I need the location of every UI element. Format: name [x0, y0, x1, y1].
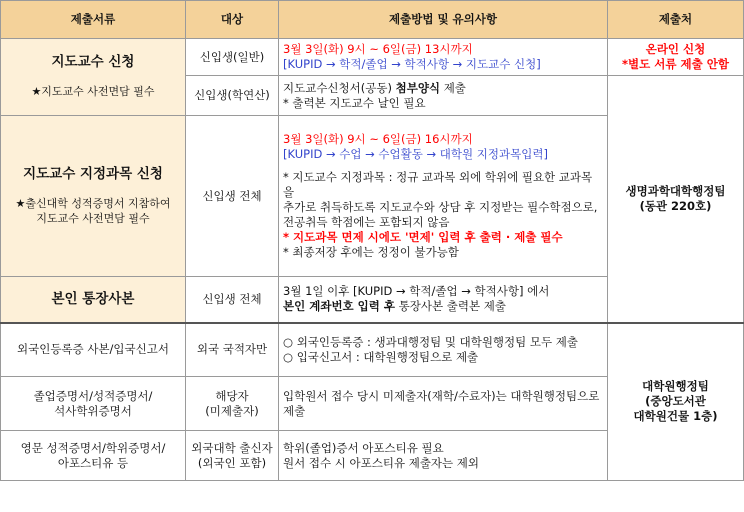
- college-office-destination: [608, 76, 744, 323]
- bankbook-desc-2-post: 통장사본 출력본 제출: [395, 299, 506, 314]
- advisor-desc-form: [279, 76, 608, 116]
- grad-cert-desc: [279, 377, 608, 431]
- apostille-target-2: (외국인 포함): [197, 455, 267, 470]
- apostille-desc-2: 원서 접수 시 아포스티유 제출자는 제외: [283, 455, 480, 470]
- course-desc-5: 전공취득 학점에는 포함되지 않음: [283, 215, 450, 229]
- course-desc: [279, 116, 608, 277]
- advisor-seal-note: * 출력본 지도교수 날인 필요: [283, 95, 426, 110]
- course-target: 신입생 전체: [186, 116, 279, 277]
- course-doc-cell: [1, 116, 186, 277]
- alien-doc-cell: 외국인등록증 사본/입국신고서: [1, 323, 186, 377]
- advisor-target-general: 신입생(일반): [186, 39, 279, 76]
- apostille-title-1: 영문 성적증명서/학위증명서/: [20, 440, 166, 455]
- table-row: [1, 39, 744, 76]
- grad-office-location-1: (중앙도서관: [645, 394, 706, 409]
- grad-office-destination: [608, 323, 744, 481]
- header-documents: 제출서류: [1, 1, 186, 39]
- alien-desc: [279, 323, 608, 377]
- course-note-2: 지도교수 사전면담 필수: [36, 211, 150, 225]
- table-row: [1, 323, 744, 377]
- bankbook-desc-2: [283, 299, 603, 314]
- alien-target: 외국 국적자만: [186, 323, 279, 377]
- advisor-destination: [608, 39, 744, 76]
- bankbook-desc: [279, 277, 608, 323]
- advisor-form-line: [283, 81, 603, 96]
- bankbook-target: 신입생 전체: [186, 277, 279, 323]
- grad-cert-target-1: 해당자: [215, 388, 249, 403]
- header-method: 제출방법 및 유의사항: [279, 1, 608, 39]
- advisor-title: 지도교수 신청: [51, 54, 135, 70]
- grad-cert-target-2: (미제출자): [205, 403, 259, 418]
- grad-cert-title-1: 졸업증명서/성적증명서/: [33, 388, 153, 403]
- advisor-note: ★지도교수 사전면담 필수: [31, 85, 155, 98]
- advisor-doc-cell: [1, 39, 186, 116]
- apostille-desc: [279, 431, 608, 481]
- grad-office-name: 대학원행정팀: [642, 379, 709, 394]
- apostille-target-1: 외국대학 출신자: [191, 440, 273, 455]
- apostille-desc-1: 학위(졸업)증서 아포스티유 필요: [283, 440, 444, 455]
- course-period: 3월 3일(화) 9시 ~ 6일(금) 16시까지: [283, 132, 473, 146]
- alien-desc-2: ○ 입국신고서 : 대학원행정팀으로 제출: [283, 349, 479, 364]
- advisor-desc-online: [279, 39, 608, 76]
- advisor-target-industry: 신입생(학연산): [186, 76, 279, 116]
- course-desc-3: * 지도교수 지정과목 : 정규 교과목 외에 학위에 필요한 교과목을: [283, 170, 593, 199]
- apostille-doc-cell: [1, 431, 186, 481]
- bankbook-title: 본인 통장사본: [51, 290, 135, 307]
- attachment-form-link: 첨부양식: [395, 80, 441, 95]
- course-title: 지도교수 지정과목 신청: [23, 165, 163, 182]
- grad-cert-title-2: 석사학위증명서: [54, 403, 132, 418]
- header-destination: 제출처: [608, 1, 744, 39]
- bankbook-doc-cell: [1, 277, 186, 323]
- advisor-form-pre: 지도교수신청서(공동): [283, 80, 396, 95]
- online-apply-label: 온라인 신청: [645, 42, 706, 56]
- grad-cert-doc-cell: [1, 377, 186, 431]
- header-target: 대상: [186, 1, 279, 39]
- bankbook-desc-1: 3월 1일 이후 [KUPID → 학적/졸업 → 학적사항] 에서: [283, 284, 550, 299]
- header-row: [1, 1, 744, 39]
- no-documents-label: *별도 서류 제출 안함: [622, 57, 729, 71]
- advisor-period: 3월 3일(화) 9시 ~ 6일(금) 13시까지: [283, 42, 473, 56]
- apostille-target: [186, 431, 279, 481]
- advisor-form-post: 제출: [440, 80, 466, 95]
- course-final-save-note: * 최종저장 후에는 정정이 불가능함: [283, 245, 459, 259]
- course-exemption-note: * 지도과목 면제 시에도 '면제' 입력 후 출력 · 제출 필수: [283, 230, 563, 244]
- alien-desc-1: ○ 외국인등록증 : 생과대행정팀 및 대학원행정팀 모두 제출: [283, 334, 579, 349]
- course-note-1: ★출신대학 성적증명서 지참하여: [15, 196, 171, 210]
- grad-cert-desc-2: 제출: [283, 403, 306, 418]
- grad-cert-desc-1: 입학원서 접수 당시 미제출자(재학/수료자)는 대학원행정팀으로: [283, 388, 600, 403]
- college-office-name: 생명과학대학행정팀: [625, 183, 726, 198]
- college-office-room: (동관 220호): [639, 198, 712, 213]
- course-desc-4: 추가로 취득하도록 지도교수와 상담 후 지정받는 필수학점으로,: [283, 200, 598, 214]
- bankbook-account-bold: 본인 계좌번호 입력 후: [283, 299, 395, 314]
- course-kupid-path: [KUPID → 수업 → 수업활동 → 대학원 지정과목입력]: [283, 147, 548, 161]
- grad-office-location-2: 대학원건물 1층): [633, 409, 718, 424]
- advisor-kupid-path: [KUPID → 학적/졸업 → 학적사항 → 지도교수 신청]: [283, 57, 541, 71]
- grad-cert-target: [186, 377, 279, 431]
- apostille-title-2: 아포스티유 등: [57, 455, 129, 470]
